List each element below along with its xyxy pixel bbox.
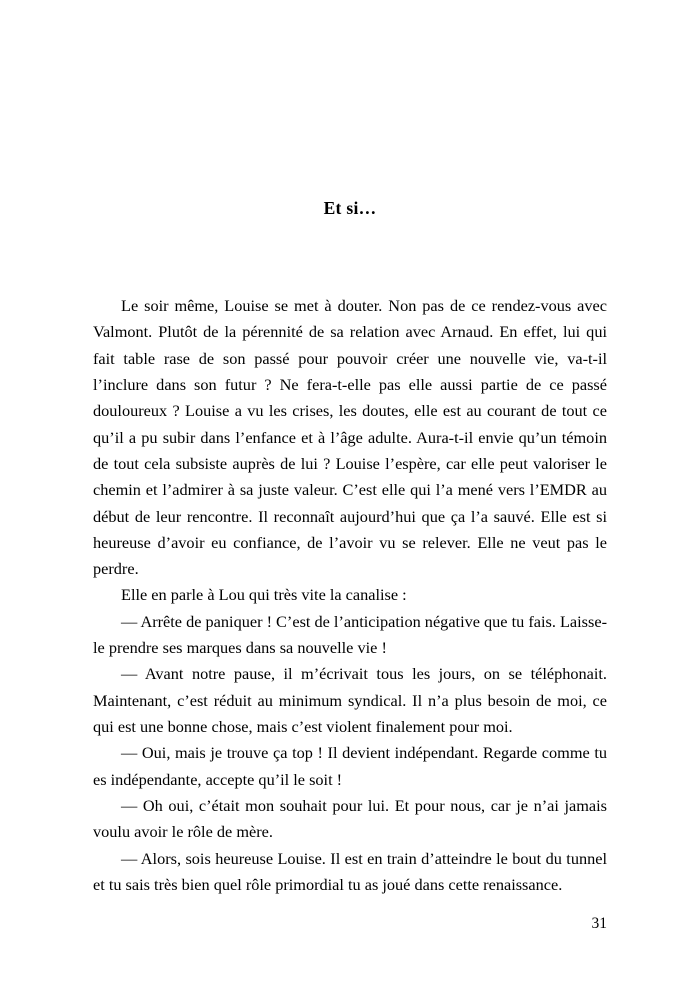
paragraph: Elle en parle à Lou qui très vite la canalise : <box>121 585 407 605</box>
chapter-title: Et si… <box>323 198 377 218</box>
page-content <box>93 0 607 898</box>
dialogue-line: — Alors, sois heureuse Louise. Il est en train d’atteindre le bout du tunnel et tu sais très bien quel rôle primordial tu as joué dans cette renaissance. <box>93 848 607 894</box>
dialogue-line: — Oui, mais je trouve ça top ! Il devient indépendant. Regarde comme tu es indépendante, accepte qu’il le soit ! <box>93 743 607 789</box>
body-text <box>93 293 607 898</box>
dialogue-line: — Oh oui, c’était mon souhait pour lui. Et pour nous, car je n’ai jamais voulu avoir le rôle de mère. <box>93 795 607 842</box>
paragraph: Le soir même, Louise se met à douter. Non pas de ce rendez-vous avec Valmont. Plutôt de la pérennité de sa relation avec Arnaud. En effet, lui qui fait table rase de son passé pour pouvoir créer une nouvelle vie, va-t-il l’inclure dans son futur ? Ne fera-t-elle pas elle aussi partie de ce passé douloureux ? Louise a vu les crises, les doutes, elle est au courant de tout ce qu’il a pu subir dans l’enfance et à l’âge adulte. Aura-t-il envie qu’un témoin de tout cela subsiste auprès de lui ? Louise l’espère, car elle peut valoriser le chemin et l’admirer à sa juste valeur. C’est elle qui l’a mené vers l’EMDR au début de leur rencontre. Il reconnaît aujourd’hui que ça l’a sauvé. Elle est si heureuse d’avoir eu confiance, de l’avoir vu se relever. Elle ne veut pas le perdre. <box>93 296 607 579</box>
dialogue-line: — Arrête de paniquer ! C’est de l’anticipation négative que tu fais. Laisse-le prendre ses marques dans sa nouvelle vie ! <box>93 611 608 658</box>
dialogue-line: — Avant notre pause, il m’écrivait tous les jours, on se téléphonait. Maintenant, c’est réduit au minimum syndical. Il n’a plus besoin de moi, ce qui est une bonne chose, mais c’est violent finalement pour moi. <box>93 664 607 736</box>
page-number: 31 <box>591 915 607 932</box>
